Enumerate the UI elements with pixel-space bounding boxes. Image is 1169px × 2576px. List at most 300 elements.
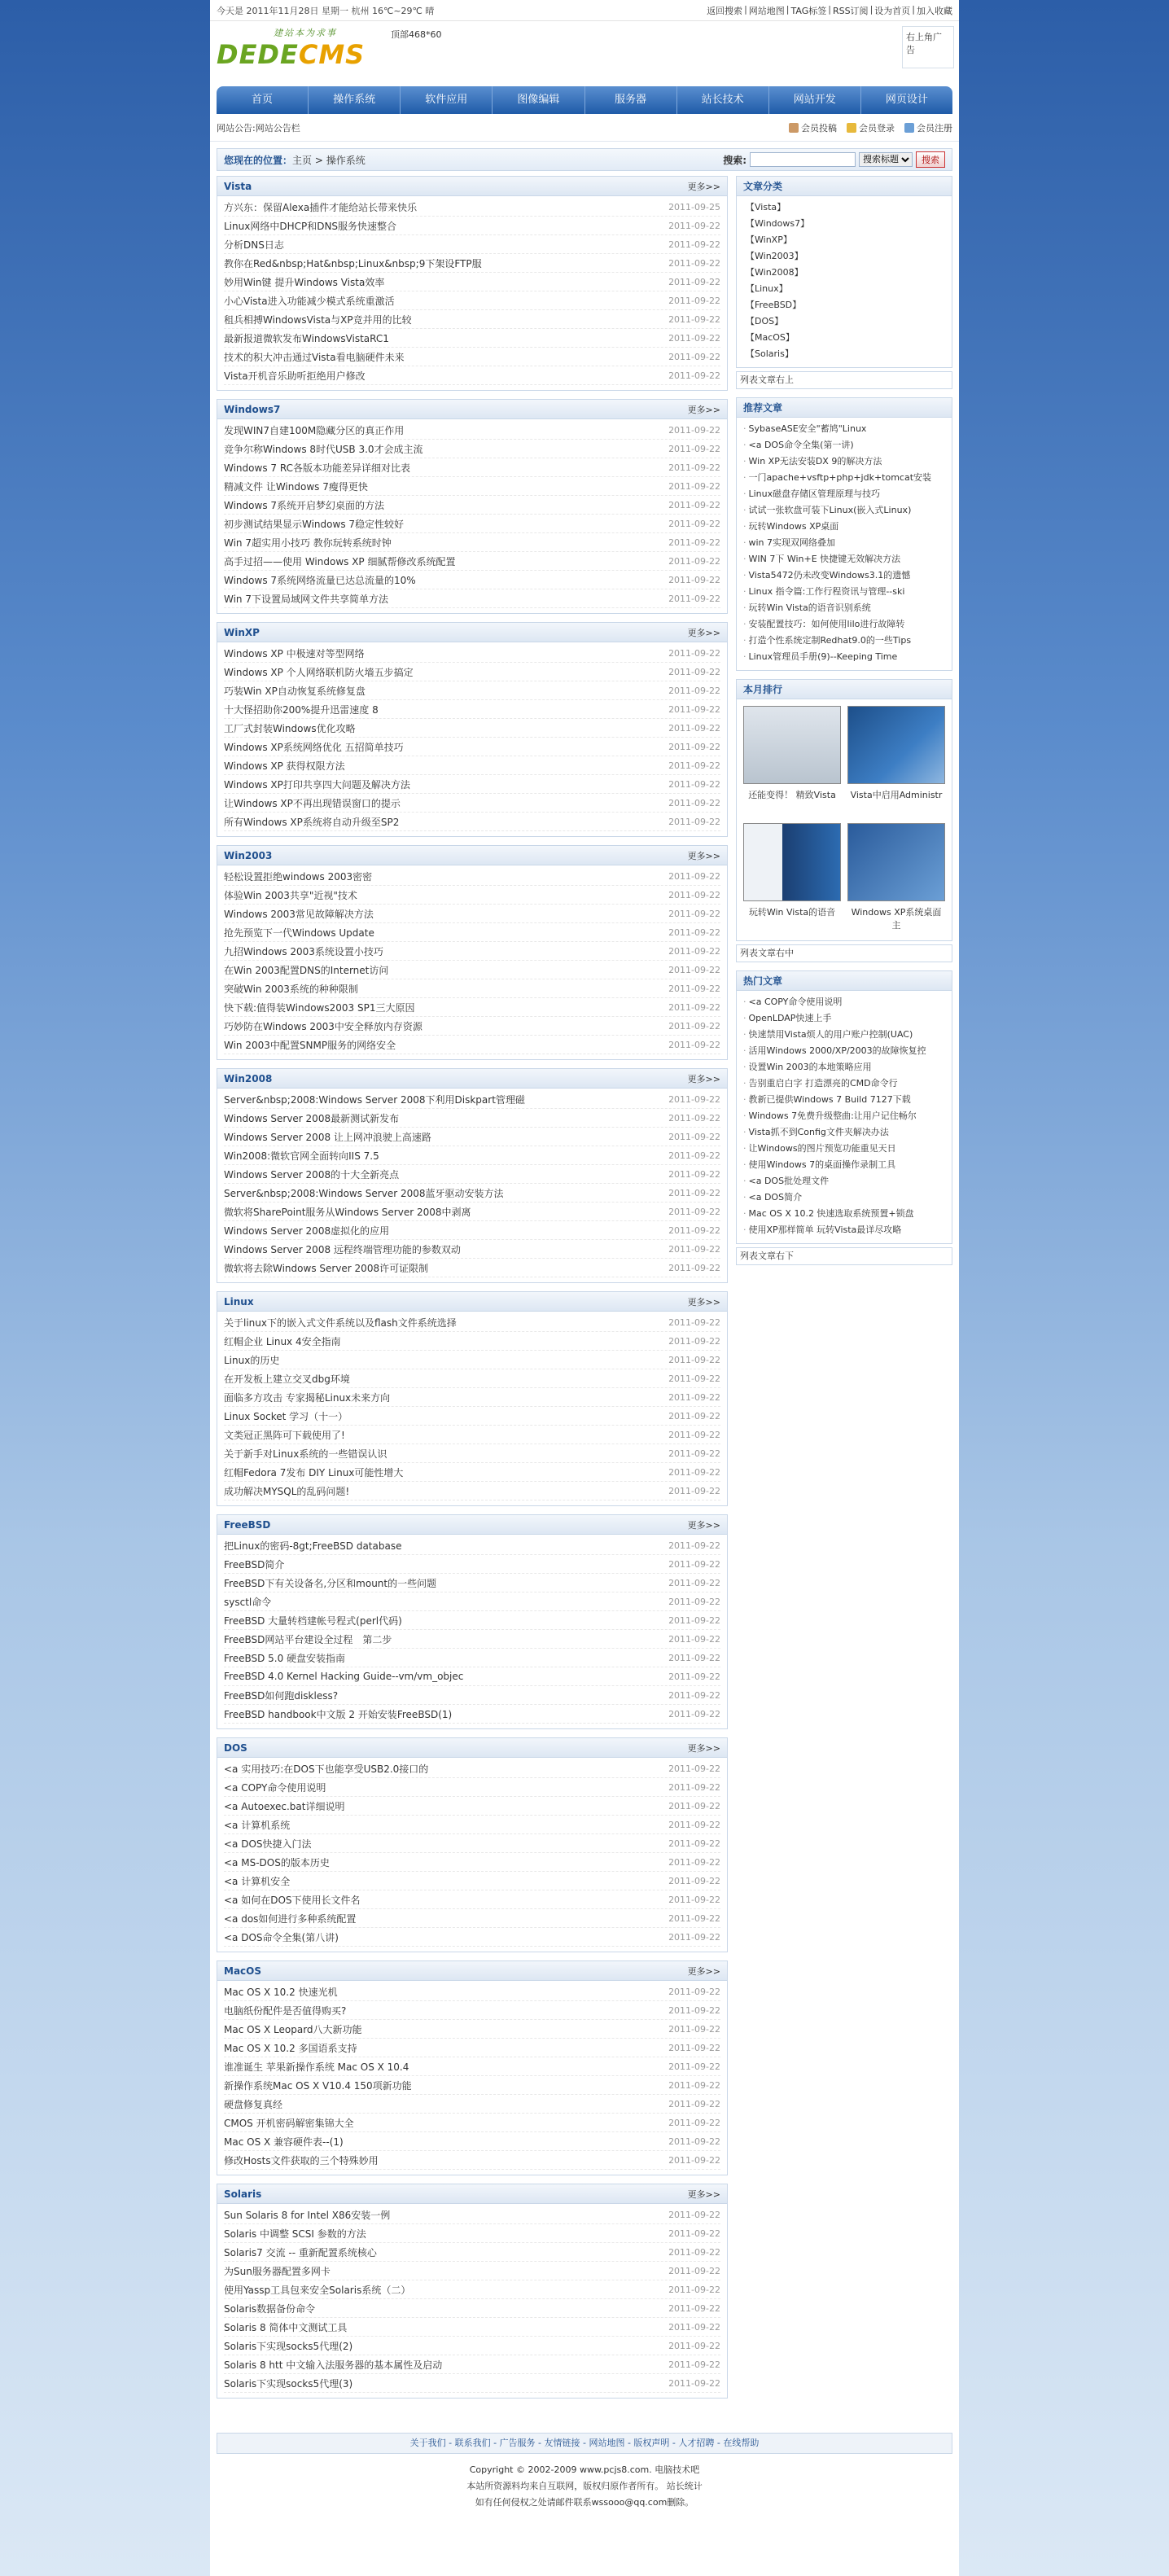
section-title[interactable]: Linux	[224, 1295, 254, 1308]
article-link[interactable]: <a Autoexec.bat详细说明	[224, 1800, 345, 1812]
category-link[interactable]: 【Win2008】	[746, 267, 803, 278]
nav-item[interactable]: 图像编辑	[493, 86, 584, 114]
article-link[interactable]: Windows XP 个人网络联机防火墙五步搞定	[224, 666, 414, 678]
article-date: 2011-09-22	[668, 424, 720, 436]
search-button[interactable]: 搜索	[916, 151, 945, 168]
monthly-rank-box	[736, 679, 952, 941]
article-date: 2011-09-22	[668, 870, 720, 882]
article-link[interactable]: Solaris 8 简体中文测试工具	[224, 2321, 348, 2333]
more-link[interactable]: 更多>>	[687, 1296, 720, 1308]
article-date: 2011-09-22	[668, 518, 720, 529]
section-title[interactable]: Solaris	[224, 2188, 262, 2200]
list-item	[224, 1797, 720, 1816]
list-item	[224, 533, 720, 552]
thumb-caption[interactable]: Windows XP系统桌面主	[851, 907, 942, 931]
copyright-line-2: 本站所资源料均来自互联网，版权归原作者所有。 站长统计	[466, 2481, 703, 2491]
article-link[interactable]: 方兴东：保留Alexa插件才能给站长带来快乐	[224, 201, 418, 213]
section-windows7	[217, 399, 728, 614]
hot-link[interactable]: · Mac OS X 10.2 快速选取系统预置+锁盘	[743, 1206, 945, 1222]
list-item	[224, 2318, 720, 2337]
article-link[interactable]: Sun Solaris 8 for Intel X86安装一例	[224, 2209, 391, 2221]
recommend-link[interactable]: · 玩转Win Vista的语音识别系统	[743, 600, 945, 616]
thumbnail-image[interactable]	[743, 823, 841, 901]
article-date: 2011-09-22	[668, 295, 720, 306]
more-link[interactable]: 更多>>	[687, 1073, 720, 1084]
list-item	[224, 1184, 720, 1203]
recommend-link[interactable]: · 一门apache+vsftp+php+jdk+tomcat安装	[743, 470, 945, 486]
article-date: 2011-09-22	[668, 797, 720, 808]
article-link[interactable]: Solaris7 交流 -- 重新配置系统核心	[224, 2246, 377, 2258]
article-link[interactable]: 关于linux下的嵌入式文件系统以及flash文件系统选择	[224, 1316, 457, 1329]
article-link[interactable]: 教你在Red&nbsp;Hat&nbsp;Linux&nbsp;9下架设FTP服	[224, 257, 482, 269]
category-box	[736, 176, 952, 368]
nav-item[interactable]: 软件应用	[401, 86, 493, 114]
recommend-link[interactable]: · 打造个性系统定制Redhat9.0的一些Tips	[743, 633, 945, 649]
list-item	[224, 2020, 720, 2039]
article-link[interactable]: Solaris下实现socks5代理(3)	[224, 2377, 353, 2390]
article-link[interactable]: Windows XP打印共享四大问题及解决方法	[224, 778, 410, 791]
hot-link[interactable]: · 使用XP那样简单 玩转Vista最详尽攻略	[743, 1222, 945, 1238]
thumb-item[interactable]	[847, 706, 945, 817]
section-header	[217, 2184, 727, 2204]
nav-item[interactable]: 网站开发	[769, 86, 861, 114]
article-date: 2011-09-22	[668, 220, 720, 231]
list-item	[224, 2095, 720, 2114]
list-item	[224, 1816, 720, 1834]
article-link[interactable]: Windows 2003常见故障解决方法	[224, 908, 374, 920]
more-link[interactable]: 更多>>	[687, 181, 720, 192]
article-link[interactable]: Server&nbsp;2008:Windows Server 2008蓝牙驱动安装方法	[224, 1187, 504, 1199]
article-link[interactable]: 体验Win 2003共享"近视"技术	[224, 889, 357, 901]
list-item	[224, 1240, 720, 1259]
list-item	[224, 1853, 720, 1872]
hot-link[interactable]: · 让Windows的图片预览功能重见天日	[743, 1141, 945, 1157]
recommend-link[interactable]: · 玩转Windows XP桌面	[743, 519, 945, 535]
article-link[interactable]: Windows 7系统开启梦幻桌面的方法	[224, 499, 385, 511]
thumb-item[interactable]	[743, 706, 841, 817]
search-input[interactable]	[750, 152, 856, 167]
article-link[interactable]: Win2008:微软官网全面转向IIS 7.5	[224, 1150, 379, 1162]
hot-link[interactable]: · 快速禁用Vista烦人的用户账户控制(UAC)	[743, 1027, 945, 1043]
article-link[interactable]: Windows Server 2008 远程终端管理功能的参数双动	[224, 1243, 461, 1255]
hot-link[interactable]: · OpenLDAP快速上手	[743, 1010, 945, 1027]
category-link[interactable]: 【FreeBSD】	[746, 300, 802, 310]
logo-word-dede: DEDE	[217, 39, 299, 70]
article-link[interactable]: <a 计算机系统	[224, 1819, 291, 1831]
thumbnail-image[interactable]	[847, 706, 945, 784]
site-logo[interactable]	[217, 26, 396, 72]
article-link[interactable]: 小心Vista进入功能减少模式系统重激活	[224, 295, 395, 307]
article-date: 2011-09-22	[668, 927, 720, 938]
list-item	[224, 775, 720, 794]
section-macos	[217, 1960, 728, 2175]
hot-link[interactable]: · <a DOS批处理文件	[743, 1173, 945, 1189]
category-link[interactable]: 【DOS】	[746, 316, 784, 326]
article-list	[217, 2204, 727, 2398]
more-link[interactable]: 更多>>	[687, 850, 720, 861]
article-link[interactable]: 租兵相搏WindowsVista与XP竞并用的比较	[224, 313, 412, 326]
article-link[interactable]: <a 如何在DOS下使用长文件名	[224, 1894, 361, 1906]
recommend-link[interactable]: · Linux管理员手册(9)--Keeping Time	[743, 649, 945, 665]
article-date: 2011-09-22	[668, 1875, 720, 1886]
article-link[interactable]: 红帽企业 Linux 4安全指南	[224, 1335, 341, 1347]
article-link[interactable]: <a MS-DOS的版本历史	[224, 1856, 330, 1868]
top-link-separator: |	[869, 3, 873, 15]
article-link[interactable]: Linux的历史	[224, 1354, 280, 1366]
article-link[interactable]: sysctl命令	[224, 1596, 272, 1608]
list-item	[224, 2076, 720, 2095]
article-link[interactable]: 轻松设置拒绝windows 2003密密	[224, 870, 373, 883]
article-link[interactable]: 高手过招——使用 Windows XP 细腻帮修改系统配置	[224, 555, 456, 567]
logo-word	[217, 39, 365, 70]
article-link[interactable]: Server&nbsp;2008:Windows Server 2008下利用Diskpart管理磁	[224, 1093, 525, 1106]
nav-item[interactable]: 操作系统	[309, 86, 401, 114]
list-item	[224, 1128, 720, 1146]
list-item	[224, 235, 720, 254]
category-list	[737, 196, 952, 367]
article-link[interactable]: Win 2003中配置SNMP服务的网络安全	[224, 1039, 396, 1051]
recommend-link[interactable]: · SybaseASE安全"蓄鸠"Linux	[743, 421, 945, 437]
article-link[interactable]: 最新报道微软发布WindowsVistaRC1	[224, 332, 389, 344]
article-link[interactable]: 初步测试结果显示Windows 7稳定性较好	[224, 518, 405, 530]
hot-link[interactable]: · Vista抓不到Config文件夹解决办法	[743, 1124, 945, 1141]
more-link[interactable]: 更多>>	[687, 404, 720, 415]
article-link[interactable]: 所有Windows XP系统将自动升级至SP2	[224, 816, 400, 828]
hot-link[interactable]: · 告别重启白字 打造漂亮的CMD命令行	[743, 1076, 945, 1092]
more-link[interactable]: 更多>>	[687, 2188, 720, 2200]
article-date: 2011-09-22	[668, 703, 720, 715]
section-title[interactable]: DOS	[224, 1741, 247, 1754]
article-link[interactable]: Windows Server 2008最新测试新发布	[224, 1112, 400, 1124]
top-banner-ad[interactable]: 顶部468*60	[391, 29, 442, 40]
member-login-link[interactable]	[847, 121, 895, 134]
list-item	[224, 1017, 720, 1036]
article-date: 2011-09-22	[668, 593, 720, 604]
list-item	[224, 1165, 720, 1184]
list-item	[224, 1982, 720, 2001]
article-link[interactable]: Windows 7系统网络流量已达总流量的10%	[224, 574, 416, 586]
article-link[interactable]: <a dos如何进行多种系统配置	[224, 1912, 357, 1925]
article-date: 2011-09-22	[668, 2284, 720, 2295]
article-link[interactable]: Win 7超实用小技巧 教你玩转系统时钟	[224, 537, 392, 549]
article-link[interactable]: FreeBSD handbook中文版 2 开始安装FreeBSD(1)	[224, 1708, 453, 1720]
recommend-link[interactable]: · win 7实现双网络叠加	[743, 535, 945, 551]
article-link[interactable]: Mac OS X 10.2 快速光机	[224, 1986, 338, 1998]
article-link[interactable]: Solaris数据备份命令	[224, 2302, 316, 2315]
list-item	[224, 1649, 720, 1667]
top-link[interactable]: RSS订阅	[832, 5, 869, 16]
article-link[interactable]: 九招Windows 2003系统设置小技巧	[224, 945, 383, 957]
article-link[interactable]: Windows Server 2008 让上网冲浪驶上高速路	[224, 1131, 431, 1143]
article-link[interactable]: 在开发板上建立交叉dbg环境	[224, 1373, 350, 1385]
list-item	[224, 1313, 720, 1332]
section-title[interactable]: Vista	[224, 180, 252, 192]
section-header	[217, 400, 727, 419]
nav-item[interactable]: 服务器	[585, 86, 677, 114]
category-link[interactable]: 【MacOS】	[746, 332, 795, 343]
side-ad-middle[interactable]: 列表文章右中	[736, 944, 952, 962]
list-item	[224, 867, 720, 886]
article-date: 2011-09-22	[668, 2023, 720, 2035]
article-link[interactable]: Win 7下设置局域网文件共享简单方法	[224, 593, 388, 605]
header	[210, 21, 959, 73]
article-date: 2011-09-22	[668, 778, 720, 790]
member-submit-link[interactable]	[789, 121, 837, 134]
article-date: 2011-09-22	[668, 1596, 720, 1607]
list-item	[224, 2057, 720, 2076]
category-link[interactable]: 【WinXP】	[746, 234, 792, 245]
more-link[interactable]: 更多>>	[687, 1519, 720, 1531]
article-link[interactable]: 在Win 2003配置DNS的Internet访问	[224, 964, 389, 976]
recommend-link[interactable]: · WIN 7下 Win+E 快捷键无效解决方法	[743, 551, 945, 567]
article-link[interactable]: FreeBSD 5.0 硬盘安装指南	[224, 1652, 346, 1664]
list-item	[224, 1705, 720, 1724]
breadcrumb-path[interactable]: 主页 > 操作系统	[292, 154, 366, 166]
article-link[interactable]: 微软将去除Windows Server 2008许可证限制	[224, 1262, 429, 1274]
article-date: 2011-09-22	[668, 760, 720, 771]
list-item	[224, 291, 720, 310]
category-link[interactable]: 【Windows7】	[746, 218, 810, 229]
section-title[interactable]: FreeBSD	[224, 1518, 271, 1531]
article-date: 2011-09-22	[668, 1931, 720, 1943]
top-link[interactable]: 网站地图	[748, 5, 785, 16]
list-item	[224, 794, 720, 813]
list-item	[224, 2224, 720, 2243]
article-link[interactable]: Windows XP 中极速对等型网络	[224, 647, 365, 659]
category-link[interactable]: 【Win2003】	[746, 251, 803, 261]
article-list	[217, 196, 727, 390]
list-item	[224, 2151, 720, 2170]
sidebar	[736, 176, 952, 1273]
article-link[interactable]: <a COPY命令使用说明	[224, 1781, 326, 1794]
recommend-link[interactable]: · Win XP无法安装DX 9的解决方法	[743, 453, 945, 470]
side-ad-top[interactable]: 列表文章右上	[736, 371, 952, 389]
hot-link[interactable]: · 教新已提供Windows 7 Build 7127下载	[743, 1092, 945, 1108]
article-date: 2011-09-22	[668, 1485, 720, 1496]
article-link[interactable]: 谁准诞生 苹果新操作系统 Mac OS X 10.4	[224, 2061, 409, 2073]
article-date: 2011-09-22	[668, 1912, 720, 1924]
article-link[interactable]: 硬盘修复真经	[224, 2098, 283, 2110]
article-link[interactable]: 突破Win 2003系统的种种限制	[224, 983, 358, 995]
article-link[interactable]: 快下载:值得装Windows2003 SP1三大原因	[224, 1001, 415, 1014]
hot-header	[737, 971, 952, 991]
hot-link[interactable]: · 设置Win 2003的本地策略应用	[743, 1059, 945, 1076]
article-link[interactable]: 使用Yassp工具包来安全Solaris系统（二）	[224, 2284, 411, 2296]
article-link[interactable]: Windows 7 RC各版本功能差异详细对比表	[224, 462, 410, 474]
list-item	[224, 1909, 720, 1928]
recommend-link[interactable]: · Vista5472仍未改变Windows3.1的遗憾	[743, 567, 945, 584]
list-item	[224, 421, 720, 440]
article-link[interactable]: 关于新手对Linux系统的一些错误认识	[224, 1448, 387, 1460]
article-link[interactable]: Vista开机音乐助听拒绝用户修改	[224, 370, 366, 382]
top-link[interactable]: TAG标签	[790, 5, 827, 16]
article-link[interactable]: 把Linux的密码-8gt;FreeBSD database	[224, 1540, 402, 1552]
article-link[interactable]: Mac OS X 兼容硬件表--(1)	[224, 2136, 344, 2148]
section-title[interactable]: Win2003	[224, 849, 273, 861]
footer-links[interactable]: 关于我们 - 联系我们 - 广告服务 - 友情链接 - 网站地图 - 版权声明 - 人才招聘 - 在线帮助	[217, 2433, 952, 2454]
article-link[interactable]: 发现WIN7自建100M隐藏分区的真正作用	[224, 424, 405, 436]
article-link[interactable]: 抢先预览下一代Windows Update	[224, 927, 374, 939]
member-register-link[interactable]	[904, 121, 952, 134]
recommend-link[interactable]: · Linux磁盘存储区管理原理与技巧	[743, 486, 945, 502]
recommend-link[interactable]: · 试试一张软盘可装下Linux(嵌入式Linux)	[743, 502, 945, 519]
thumbnail-image[interactable]	[847, 823, 945, 901]
article-link[interactable]: 分析DNS日志	[224, 239, 284, 251]
section-title[interactable]: Windows7	[224, 403, 281, 415]
article-date: 2011-09-22	[668, 574, 720, 585]
list-item	[224, 1463, 720, 1482]
article-link[interactable]: 巧妙防在Windows 2003中安全释放内存资源	[224, 1020, 423, 1032]
article-link[interactable]: 修改Hosts文件获取的三个特殊妙用	[224, 2154, 379, 2166]
article-link[interactable]: Solaris下实现socks5代理(2)	[224, 2340, 353, 2352]
article-link[interactable]: 工厂式封装Windows优化攻略	[224, 722, 356, 734]
article-link[interactable]: Solaris 8 htt 中文输入法服务器的基本属性及启动	[224, 2359, 443, 2371]
article-link[interactable]: 十大怪招助你200%提升迅雷速度 8	[224, 703, 379, 716]
article-link[interactable]: Windows XP 获得权限方法	[224, 760, 345, 772]
article-link[interactable]: 精减文件 让Windows 7瘦得更快	[224, 480, 368, 493]
more-link[interactable]: 更多>>	[687, 1965, 720, 1977]
article-link[interactable]: <a 实用技巧:在DOS下也能享受USB2.0接口的	[224, 1763, 429, 1775]
recommend-link[interactable]: · Linux 指令篇:工作行程资讯与管理--ski	[743, 584, 945, 600]
article-link[interactable]: FreeBSD 大量转档建帐号程式(perl代码)	[224, 1614, 402, 1627]
category-link[interactable]: 【Vista】	[746, 202, 786, 212]
article-link[interactable]: FreeBSD简介	[224, 1558, 285, 1571]
article-date: 2011-09-22	[668, 2321, 720, 2333]
nav-item[interactable]: 网页设计	[885, 94, 928, 106]
article-link[interactable]: Windows XP系统网络优化 五招简单技巧	[224, 741, 404, 753]
list-item	[224, 1928, 720, 1947]
article-link[interactable]: 面临多方攻击 专家揭秘Linux未来方向	[224, 1391, 391, 1404]
recommend-link[interactable]: · <a DOS命令全集(第一讲)	[743, 437, 945, 453]
recommend-title: 推荐文章	[743, 402, 783, 414]
hot-link[interactable]: · <a COPY命令使用说明	[743, 994, 945, 1010]
list-item	[224, 886, 720, 905]
article-date: 2011-09-22	[668, 2098, 720, 2109]
section-title[interactable]: Win2008	[224, 1072, 273, 1084]
hot-link[interactable]: · 活用Windows 2000/XP/2003的故障恢复控	[743, 1043, 945, 1059]
article-link[interactable]: 巧装Win XP自动恢复系统修复盘	[224, 685, 366, 697]
hot-link[interactable]: · <a DOS简介	[743, 1189, 945, 1206]
article-link[interactable]: 成功解决MYSQL的乱码问题!	[224, 1485, 350, 1497]
article-link[interactable]: 技术的积大冲击通过Vista看电脑硬件未来	[224, 351, 405, 363]
article-link[interactable]: Solaris 中调整 SCSI 参数的方法	[224, 2228, 366, 2240]
top-link-separator: |	[912, 3, 915, 15]
nav-item[interactable]: 站长技术	[677, 86, 769, 114]
article-date: 2011-09-22	[668, 1093, 720, 1105]
list-item	[224, 589, 720, 608]
article-link[interactable]: 红帽Fedora 7发布 DIY Linux可能性增大	[224, 1466, 404, 1479]
search-type-select[interactable]	[859, 152, 913, 167]
article-link[interactable]: 电脑纸份配件是否值得购买?	[224, 2004, 347, 2017]
thumb-item[interactable]	[847, 823, 945, 934]
article-list	[217, 1535, 727, 1728]
top-link[interactable]: 加入收藏	[917, 5, 952, 16]
logo-word-cms: CMS	[298, 39, 366, 70]
thumb-caption[interactable]: 玩转Win Vista的语音	[748, 907, 836, 918]
section-title[interactable]: MacOS	[224, 1965, 261, 1977]
article-date: 2011-09-22	[668, 1131, 720, 1142]
article-link[interactable]: FreeBSD如何跑diskless?	[224, 1689, 339, 1702]
article-link[interactable]: 新操作系统Mac OS X V10.4 150项新功能	[224, 2079, 412, 2092]
recommend-list	[737, 418, 952, 670]
thumb-item[interactable]	[743, 823, 841, 934]
article-link[interactable]: 文类冠正黑阵可下载使用了!	[224, 1429, 345, 1441]
article-link[interactable]: CMOS 开机密码解密集锦大全	[224, 2117, 354, 2129]
article-link[interactable]: <a DOS命令全集(第八讲)	[224, 1931, 339, 1943]
article-date: 2011-09-22	[668, 257, 720, 269]
section-win2008	[217, 1068, 728, 1283]
article-date: 2011-09-22	[668, 741, 720, 752]
thumb-caption[interactable]: Vista中启用Administr	[850, 790, 943, 800]
category-link[interactable]: 【Solaris】	[746, 348, 794, 359]
article-link[interactable]: Mac OS X Leopard八大新功能	[224, 2023, 362, 2035]
section-title[interactable]: WinXP	[224, 626, 260, 638]
category-title: 文章分类	[743, 181, 783, 192]
top-link[interactable]: 设为首页	[874, 5, 911, 16]
article-date: 2011-09-22	[668, 1540, 720, 1551]
list-item	[224, 329, 720, 348]
hot-link[interactable]: · 使用Windows 7的桌面操作录制工具	[743, 1157, 945, 1173]
article-list	[217, 1981, 727, 2175]
article-link[interactable]: Windows Server 2008的十大全新亮点	[224, 1168, 400, 1181]
article-link[interactable]: Linux Socket 学习（十一）	[224, 1410, 348, 1422]
article-link[interactable]: Windows Server 2008虚拟化的应用	[224, 1224, 390, 1237]
article-link[interactable]: 妙用Win键 提升Windows Vista效率	[224, 276, 385, 288]
article-date: 2011-09-22	[668, 1168, 720, 1180]
more-link[interactable]: 更多>>	[687, 627, 720, 638]
article-date: 2011-09-22	[668, 983, 720, 994]
article-link[interactable]: 微软将SharePoint服务从Windows Server 2008中剥离	[224, 1206, 471, 1218]
section-header	[217, 1069, 727, 1089]
logo-slogan: 建站本为求事	[274, 28, 337, 38]
section-winxp	[217, 622, 728, 837]
article-link[interactable]: 让Windows XP不再出现错误窗口的提示	[224, 797, 401, 809]
article-link[interactable]: <a 计算机安全	[224, 1875, 291, 1887]
recommend-box	[736, 397, 952, 671]
top-link[interactable]: 返回搜索	[707, 5, 743, 16]
list-item	[224, 663, 720, 681]
recommend-link[interactable]: · 安装配置技巧：如何使用lilo进行故障转	[743, 616, 945, 633]
article-date: 2011-09-22	[668, 2377, 720, 2389]
list-item	[224, 1426, 720, 1444]
article-link[interactable]: 竞争尔称Windows 8时代USB 3.0才会成主流	[224, 443, 423, 455]
page-wrapper	[210, 0, 959, 2576]
article-list	[217, 1312, 727, 1505]
article-date: 2011-09-22	[668, 945, 720, 957]
article-link[interactable]: <a DOS快捷入门法	[224, 1838, 312, 1850]
list-item	[224, 738, 720, 756]
member-register-label: 会员注册	[917, 122, 952, 134]
article-link[interactable]: Mac OS X 10.2 多国语系支持	[224, 2042, 357, 2054]
article-link[interactable]: FreeBSD网站平台建设全过程 第二步	[224, 1633, 392, 1645]
user-icon	[789, 123, 799, 133]
article-link[interactable]: FreeBSD 4.0 Kernel Hacking Guide--vm/vm_objec	[224, 1671, 464, 1682]
thumbnail-image[interactable]	[743, 706, 841, 784]
nav-item[interactable]: 首页	[217, 86, 309, 114]
article-link[interactable]: Linux网络中DHCP和DNS服务快速整合	[224, 220, 397, 232]
top-right-ad[interactable]: 右上角广告	[902, 26, 954, 68]
side-ad-bottom[interactable]: 列表文章右下	[736, 1247, 952, 1265]
hot-link[interactable]: · Windows 7免费升级整曲:让用户记住畅尔	[743, 1108, 945, 1124]
list-item	[224, 515, 720, 533]
thumb-caption[interactable]: 还能变得！ 精致Vista	[748, 790, 836, 800]
hot-box	[736, 970, 952, 1244]
list-item	[224, 1369, 720, 1388]
category-link[interactable]: 【Linux】	[746, 283, 788, 294]
more-link[interactable]: 更多>>	[687, 1742, 720, 1754]
article-link[interactable]: FreeBSD下有关设备名,分区和mount的一些问题	[224, 1577, 437, 1589]
article-link[interactable]: 为Sun服务器配置多网卡	[224, 2265, 331, 2277]
